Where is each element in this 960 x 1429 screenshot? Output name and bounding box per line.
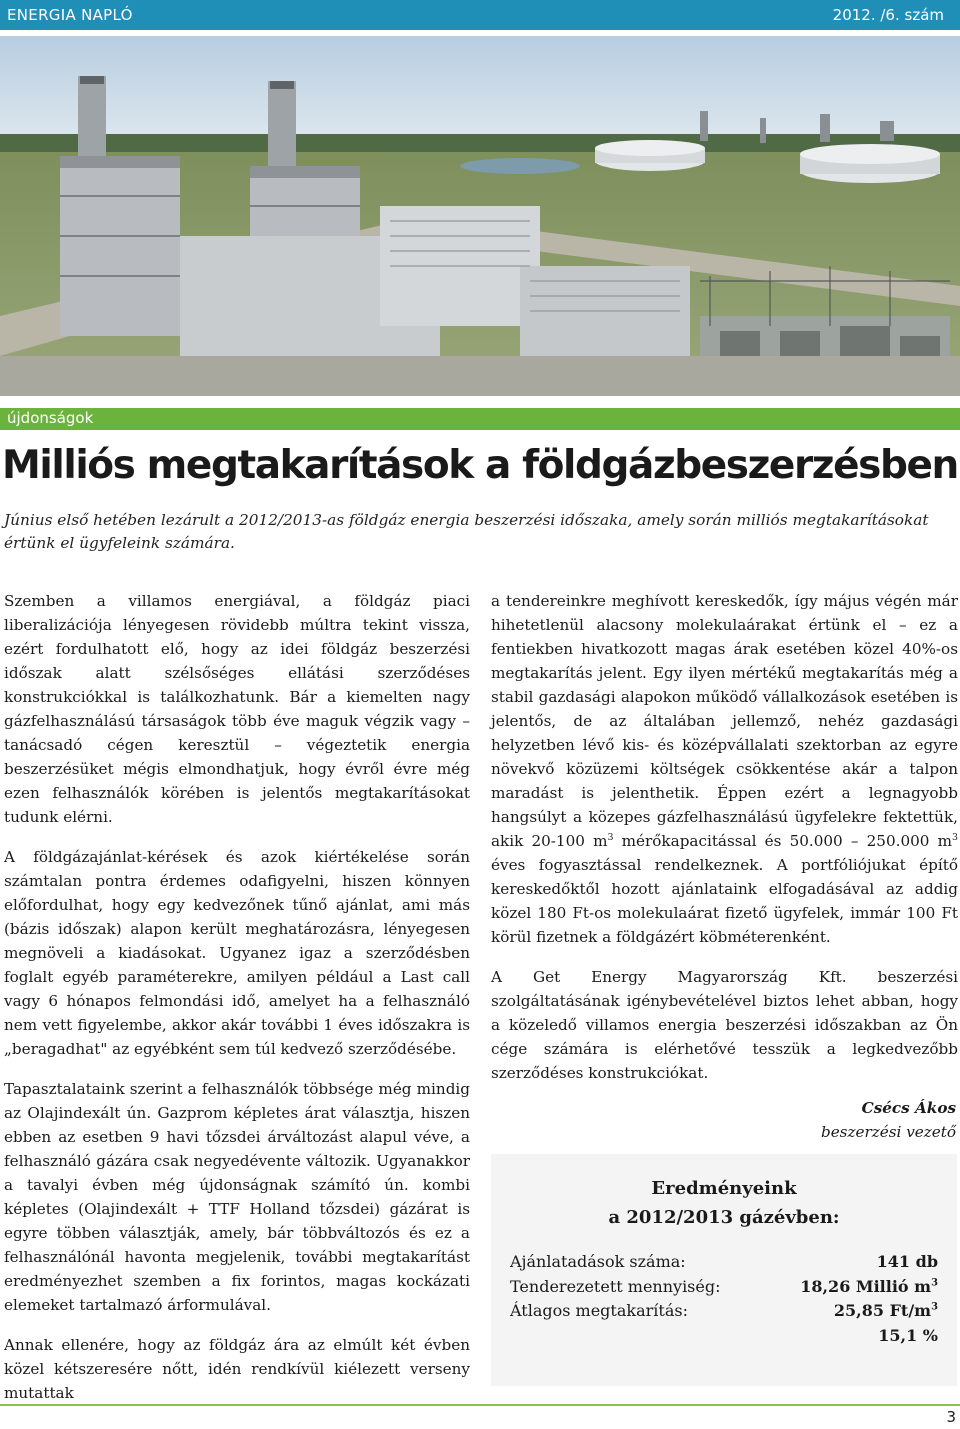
article-title: Milliós megtakarítások a földgázbeszerzésben (2, 443, 958, 488)
row-label: Ajánlatadások száma: (510, 1252, 686, 1271)
results-title (491, 1174, 957, 1232)
results-table (510, 1252, 938, 1350)
paragraph: A Get Energy Magyarország Kft. beszerzési szolgáltatásának igénybevételével biztos lehet abban, hogy a közeledő villamos energia beszerzési időszakban az Ön cége számára is elérhetővé tesszük a legkedvezőbb szerződéses konstrukciókat. (491, 968, 958, 1082)
superscript: 3 (607, 831, 614, 843)
page-number: 3 (946, 1408, 956, 1426)
paragraph: Szemben a villamos energiával, a földgáz piaci liberalizációja lényegesen rövidebb múltra tekint vissza, ezért fordulhatott elő, hogy az idei földgáz beszerzési időszak alatt szélsőséges ellátási szerződéses konstrukciókkal is találkozhatunk. Bár a kiemelten nagy gázfelhasználású társaságok több éve maguk végzik vagy – tanácsadó cégen keresztül – végeztetik energia beszerzésüket mégis elmondhatjuk, hogy évről évre még ezen felhasználók körében is jelentős megtakarításokat tudunk elérni. (4, 592, 470, 826)
results-box (491, 1154, 957, 1386)
superscript: 3 (952, 831, 958, 843)
row-label: Tenderezetett mennyiség: (510, 1276, 721, 1296)
results-row (510, 1252, 938, 1277)
superscript: 3 (931, 1301, 938, 1313)
author-name: Csécs Ákos (861, 1099, 956, 1117)
text-run: a tendereinkre meghívott kereskedők, így május végén már hihetetlenül alacsony molekulaárakat értünk el – ez a fentiekben hivatkozott magas árak esetében közel 40%-os megtakarítás jelent. Egy ilyen mértékű megtakarítás még a stabil gazdasági alapokon működő vállalkozások esetében is jelentős, de az általában jellemző, nehéz gazdasági helyzetben lévő kis- és középvállalati szektorban az egyre növekvő közüzemi költségek csökkentése akár a talpon maradást is jelenthetik. Éppen ezért a legnagyobb hangsúlyt a közepes gázfelhasználású ügyfelekre fektettük, akik 20-100 m (491, 592, 958, 850)
issue-number: 2012. /6. szám (832, 6, 944, 24)
author-role: beszerzési vezető (820, 1123, 956, 1141)
row-value (800, 1277, 938, 1296)
row-value-text: 25,85 Ft/m (833, 1301, 932, 1320)
row-value (878, 1326, 938, 1345)
signature (821, 1096, 956, 1144)
paragraph: Tapasztalataink szerint a felhasználók többsége még mindig az Olajindexált ún. Gazprom képletes árat választja, hiszen ebben az esetben 9 havi tőzsdei árváltozást alapul véve, a felhasználó gázára csak negyedévente változik. Ugyanakkor a tavalyi évben még újdonságnak számító ún. kombi képletes (Olajindexált + TTF Holland tőzsdei) gázárat is egyre többen választják, amely, bár többváltozós és ez a felhasználónál havonta megjelenik, további megtakarítást eredményezhet szemben a fix forintos, magas kockázati elemeket tartalmazó árformulával. (4, 1080, 470, 1314)
text-run: mérőkapacitással és 50.000 – 250.000 m (613, 832, 952, 850)
results-row (510, 1277, 938, 1302)
paragraph (491, 589, 958, 949)
results-row (510, 1301, 938, 1326)
section-bar (0, 408, 960, 430)
paragraph: Annak ellenére, hogy az földgáz ára az elmúlt két évben közel kétszeresére nőtt, idén rendkívül kiélezett verseny mutattak (4, 1336, 470, 1402)
results-title-line: a 2012/2013 gázévben: (608, 1207, 840, 1228)
power-plant-photo (0, 36, 960, 396)
row-value-text: 18,26 Millió m (800, 1276, 932, 1296)
row-value-text: 15,1 % (878, 1325, 938, 1345)
top-header-bar (0, 0, 960, 30)
results-title-line: Eredményeink (651, 1178, 797, 1199)
right-column (491, 589, 958, 1101)
results-row (510, 1326, 938, 1351)
superscript: 3 (931, 1277, 938, 1289)
text-run: éves fogyasztással rendelkeznek. A portfóliójukat építő kereskedőktől hozott ajánlataink elfogadásával az addig közel 180 Ft-os molekulaárat fizető ügyfelek, immár 100 Ft körül fizetnek a földgázért köbméterenként. (491, 856, 958, 946)
article-lead: Június első hetében lezárult a 2012/2013-as földgáz energia beszerzési időszaka, amely során milliós megtakarításokat értünk el ügyfeleink számára. (4, 511, 929, 552)
row-value (877, 1252, 938, 1271)
row-label: Átlagos megtakarítás: (510, 1301, 688, 1320)
publication-name: ENERGIA NAPLÓ (7, 6, 133, 24)
row-value-text: 141 db (876, 1252, 938, 1271)
section-label: újdonságok (7, 409, 94, 427)
paragraph: A földgázajánlat-kérések és azok kiértékelése során számtalan pontra érdemes odafigyelni, hiszen könnyen előfordulhat, hogy egy kedvezőnek tűnő ajánlat, ami más (bázis időszak) alapon került meghatározásra, lényegesen megnöveli a kiadásokat. Ugyanez igaz a szerződésben foglalt egyéb paraméterekre, amilyen például a Last call vagy 6 hónapos felmondási idő, amelyet ha a felhasználó nem vett figyelembe, akkor akár további 1 éves időszakra is „beragadhat" az egyébként sem túl kedvező szerződésébe. (4, 848, 470, 1058)
row-value (834, 1301, 938, 1320)
footer-divider (0, 1404, 960, 1406)
left-column (4, 589, 470, 1421)
